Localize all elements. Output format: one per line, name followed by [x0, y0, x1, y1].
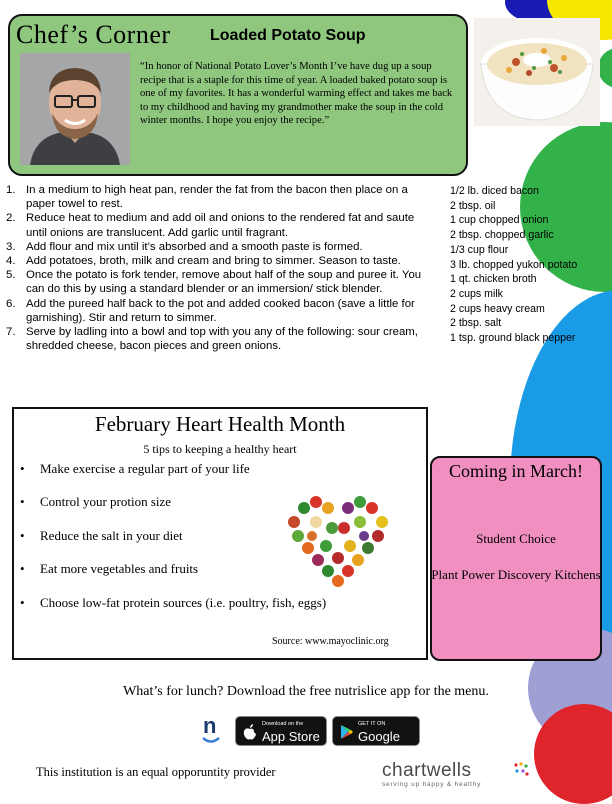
ingredient-item: 1 cup chopped onion — [450, 214, 549, 227]
recipe-step: 4. Add potatoes, broth, milk and cream and bring to simmer. Season to taste. — [6, 255, 401, 268]
bullet-icon: • — [20, 527, 25, 543]
chartwells-dots-icon — [513, 762, 529, 778]
nutrislice-prompt: What’s for lunch? Download the free nutrislice app for the menu. — [123, 684, 489, 699]
ingredient-item: 2 cups milk — [450, 287, 503, 300]
recipe-title: Loaded Potato Soup — [210, 27, 366, 44]
ingredient-item: 2 tbsp. chopped garlic — [450, 229, 554, 242]
heart-health-title: February Heart Health Month — [94, 412, 346, 436]
recipe-step: 5. Once the potato is fork tender, remove about half of the soup and puree it. You can do this by using a standard blender or an immersion/ stick blender. — [6, 269, 422, 296]
heart-tip: • Make exercise a regular part of your life — [20, 461, 250, 476]
bullet-icon: • — [20, 594, 25, 610]
bullet-icon: • — [20, 561, 25, 577]
chartwells-tagline: serving up happy & healthy — [382, 781, 482, 788]
ingredient-item: 2 tbsp. salt — [450, 317, 502, 330]
equal-opportunity-statement: This institution is an equal opporuntity provider — [36, 765, 276, 779]
ingredient-item: 1 qt. chicken broth — [450, 273, 537, 286]
coming-in-march-title: Coming in March! — [449, 461, 583, 481]
play-triangle-icon — [340, 724, 354, 740]
heart-tip: • Reduce the salt in your diet — [20, 527, 183, 543]
heart-tip: • Control your protion size — [20, 494, 172, 510]
vegetable-heart-image — [282, 492, 394, 592]
chefs-corner-title: Chef’s Corner — [16, 20, 171, 49]
google-play-small-label: GET IT ON — [358, 721, 386, 727]
chartwells-logo-text: chartwells — [382, 760, 472, 781]
app-store-button[interactable] — [235, 716, 327, 746]
source-citation: Source: www.mayoclinic.org — [272, 636, 389, 647]
ingredients-list — [450, 184, 577, 346]
recipe-step: 3. Add flour and mix until it’s absorbed and a smooth paste is formed. — [6, 240, 363, 253]
ingredient-item: 2 tbsp. oil — [450, 199, 496, 212]
recipe-step: 7. Serve by ladling into a bowl and top with you any of the following: sour cream, shredded cheese, bacon pieces and green onions. — [6, 326, 418, 353]
heart-tip: • Eat more vegetables and fruits — [20, 561, 199, 577]
google-play-label: Google Play — [358, 729, 400, 759]
recipe-step: 2. Reduce heat to medium and add oil and onions to the rendered fat and saute until onions are translucent. Add garlic until fragrant. — [6, 212, 415, 239]
ingredient-item: 2 cups heavy cream — [450, 302, 545, 315]
recipe-step: 6. Add the pureed half back to the pot and added cooked bacon (save a little for garnishing). Stir and return to simmer. — [6, 297, 415, 324]
loaded-potato-soup-image — [474, 18, 600, 126]
recipe-steps-list — [6, 183, 434, 353]
chef-portrait-image — [20, 53, 130, 165]
decorative-circle-green-small — [598, 48, 612, 88]
nutrislice-letter: n — [203, 713, 217, 738]
ingredient-item: 1/3 cup flour — [450, 243, 509, 256]
heart-tips-list — [20, 461, 326, 628]
ingredient-item: 1/2 lb. diced bacon — [450, 185, 539, 197]
heart-tip: • Choose low-fat protein sources (i.e. poultry, fish, eggs) — [20, 594, 327, 610]
bullet-icon: • — [20, 494, 25, 510]
ingredient-item: 3 lb. chopped yukon potato — [450, 258, 578, 271]
heart-health-subtitle: 5 tips to keeping a healthy heart — [143, 442, 297, 456]
march-item-plant-power: Plant Power Discovery Kitchens — [431, 567, 601, 582]
chef-quote: “In honor of National Potato Lover’s Month I’ve have dug up a soup recipe that is a staple for this time of year. A loaded baked potato soup is one of my favorites. It has a wonderful warming effect and takes me back to my childhood and having my grandmother make the soup in the cold winter months. I hope you enjoy the recipe.” — [140, 61, 453, 127]
apple-icon — [243, 723, 257, 740]
google-play-button[interactable] — [332, 716, 420, 759]
coming-in-march-box — [430, 456, 602, 661]
nutrislice-n-icon[interactable] — [200, 713, 222, 746]
ingredient-item: 1 tsp. ground black pepper — [450, 332, 576, 345]
app-store-small-label: Download on the — [262, 721, 304, 727]
bullet-icon: • — [20, 461, 25, 476]
march-item-student-choice: Student Choice — [476, 531, 556, 546]
app-store-label: App Store — [262, 729, 320, 744]
recipe-step: 1. In a medium to high heat pan, render the fat from the bacon then place on a paper towel to rest. — [6, 184, 408, 211]
